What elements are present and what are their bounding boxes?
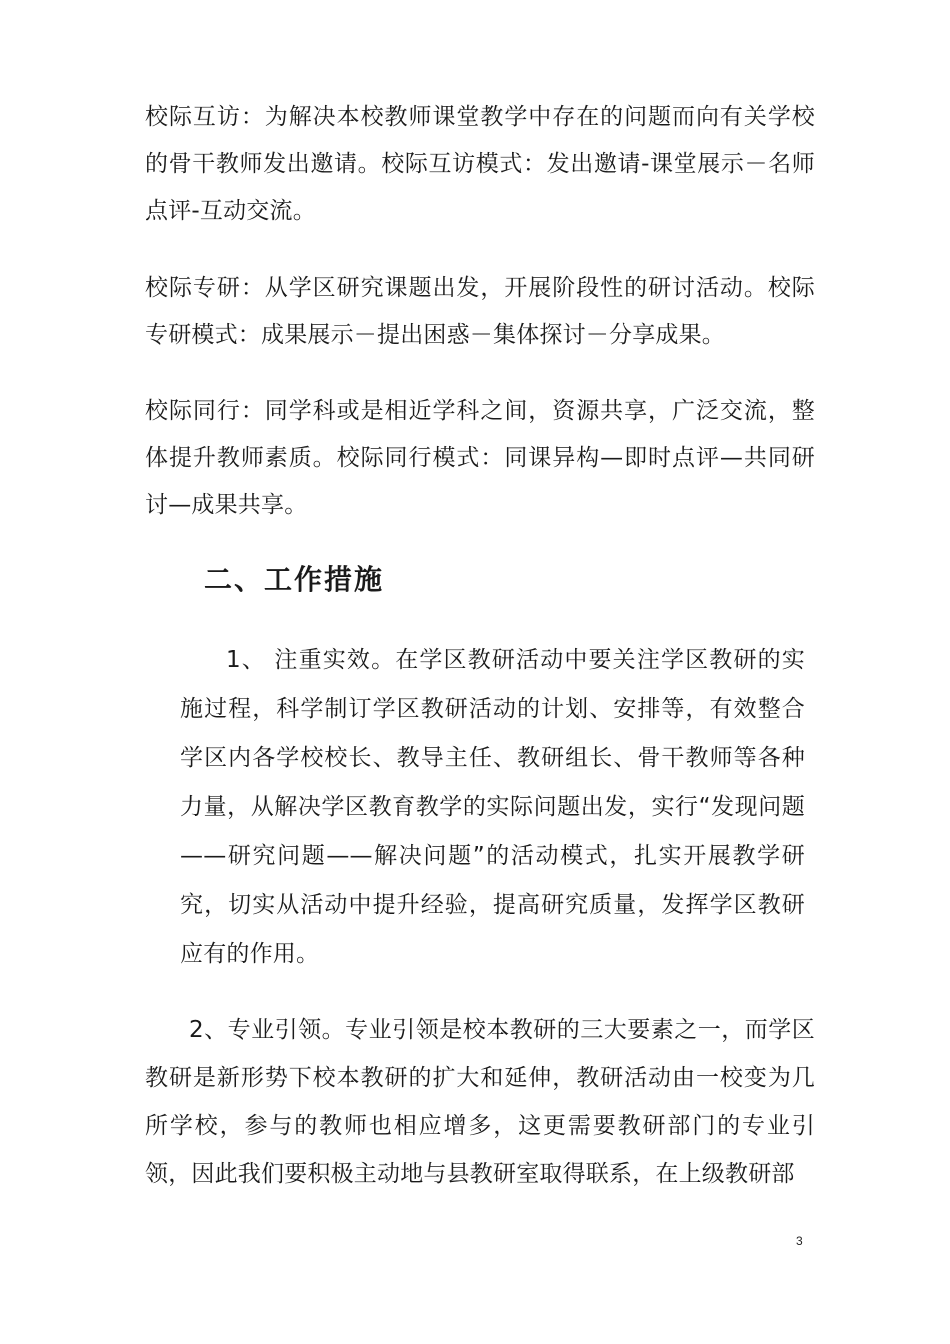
list-item-professional-guidance: 2、专业引领。专业引领是校本教研的三大要素之一，而学区教研是新形势下校本教研的扩大和延伸，教研活动由一校变为几所学校，参与的教师也相应增多，这更需要教研部门的专业引领，因此我们要积极主动地与县教研室取得联系，在上级教研部 xyxy=(145,1017,815,1187)
paragraph-school-research: 校际专研：从学区研究课题出发，开展阶段性的研讨活动。校际专研模式：成果展示－提出困惑－集体探讨－分享成果。 xyxy=(145,275,815,348)
paragraph-school-visits: 校际互访：为解决本校教师课堂教学中存在的问题而向有关学校的骨干教师发出邀请。校际互访模式：发出邀请-课堂展示－名师点评-互动交流。 xyxy=(145,104,815,224)
page-number: 3 xyxy=(796,1234,803,1248)
section-heading: 二、工作措施 xyxy=(204,563,385,596)
paragraph-school-peers: 校际同行：同学科或是相近学科之间，资源共享，广泛交流，整体提升教师素质。校际同行模式：同课异构—即时点评—共同研讨—成果共享。 xyxy=(145,398,815,518)
list-item-effectiveness: 1、 注重实效。在学区教研活动中要关注学区教研的实施过程，科学制订学区教研活动的计划、安排等，有效整合学区内各学校校长、教导主任、教研组长、骨干教师等各种力量，从解决学区教育教学的实际问题出发，实行“发现问题——研究问题——解决问题”的活动模式，扎实开展教学研究，切实从活动中提升经验，提高研究质量，发挥学区教研应有的作用。 xyxy=(180,647,805,967)
